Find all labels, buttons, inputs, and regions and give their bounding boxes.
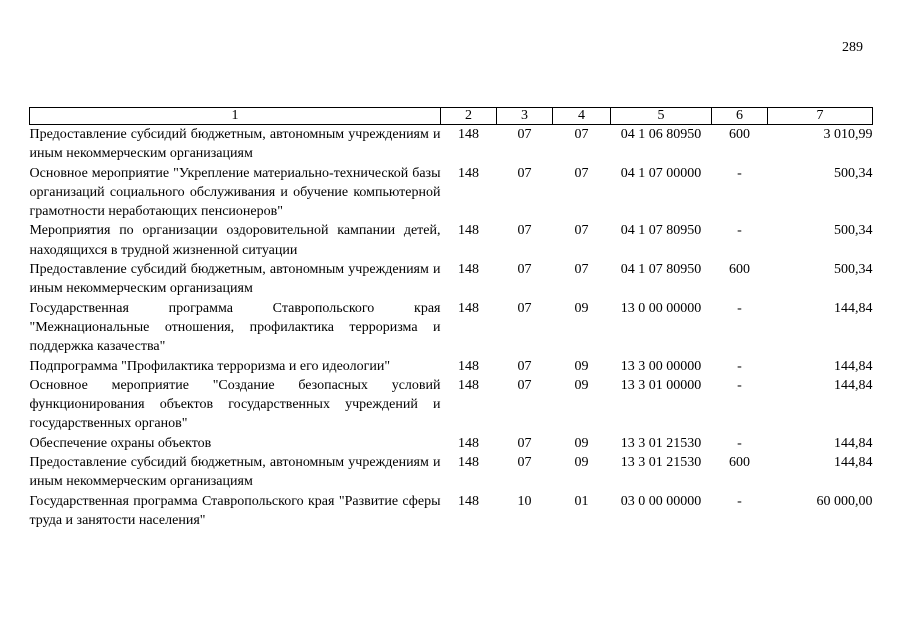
row-expense-type: - (737, 493, 742, 509)
row-expense-type: 600 (729, 455, 750, 471)
row-subsection: 09 (574, 358, 589, 374)
table-row (30, 260, 873, 299)
row-section: 07 (517, 262, 532, 278)
row-subsection: 09 (574, 377, 589, 393)
row-expense-type: - (737, 435, 742, 451)
row-admin-code: 148 (458, 435, 479, 451)
row-target-article: 13 3 00 00000 (620, 358, 702, 374)
row-amount: 144,84 (834, 358, 873, 374)
row-section: 07 (517, 300, 532, 316)
row-expense-type: 600 (729, 262, 750, 278)
row-admin-code: 148 (458, 455, 479, 471)
row-admin-code: 148 (458, 165, 479, 181)
header-col-1: 1 (30, 108, 441, 125)
row-section: 07 (517, 455, 532, 471)
row-target-article: 03 0 00 00000 (620, 493, 702, 509)
row-expense-type: 600 (729, 127, 750, 142)
table-row (30, 434, 873, 453)
row-subsection: 09 (574, 455, 589, 471)
row-target-article: 13 3 01 21530 (620, 455, 702, 471)
row-target-article: 04 1 07 80950 (620, 262, 702, 278)
row-subsection: 07 (574, 165, 589, 181)
row-name: Мероприятия по организации оздоровительной кампании детей, находящихся в трудной жизненной ситуации (29, 223, 441, 258)
row-section: 07 (517, 377, 532, 393)
row-admin-code: 148 (458, 377, 479, 393)
table-row (30, 164, 873, 222)
row-name: Предоставление субсидий бюджетным, автономным учреждениям и иным некоммерческим организациям (29, 262, 441, 297)
row-amount: 144,84 (834, 377, 873, 393)
row-subsection: 07 (574, 127, 589, 142)
row-name: Государственная программа Ставропольского края "Межнациональные отношения, профилактика терроризма и поддержка казачества" (29, 300, 441, 355)
row-section: 10 (517, 493, 532, 509)
row-amount: 3 010,99 (823, 127, 873, 142)
row-target-article: 13 3 01 21530 (620, 435, 702, 451)
table-row (30, 376, 873, 434)
row-section: 07 (517, 358, 532, 374)
row-amount: 500,34 (834, 262, 873, 278)
row-amount: 144,84 (834, 435, 873, 451)
row-name: Основное мероприятие "Укрепление материально-технической базы организаций социального обслуживания и обучение компьютерной грамотности неработающих пенсионеров" (29, 165, 441, 220)
row-target-article: 13 0 00 00000 (620, 300, 702, 316)
header-col-7: 7 (768, 108, 873, 125)
header-col-6: 6 (712, 108, 768, 125)
row-name: Обеспечение охраны объектов (29, 435, 212, 451)
row-admin-code: 148 (458, 493, 479, 509)
row-section: 07 (517, 435, 532, 451)
row-amount: 500,34 (834, 223, 873, 239)
header-col-2: 2 (441, 108, 497, 125)
table-header-row (30, 108, 873, 125)
table-row (30, 221, 873, 260)
table-row (30, 357, 873, 376)
budget-table (29, 107, 873, 530)
header-col-5: 5 (611, 108, 712, 125)
row-expense-type: - (737, 300, 742, 316)
row-amount: 144,84 (834, 300, 873, 316)
row-expense-type: - (737, 377, 742, 393)
header-col-4: 4 (553, 108, 611, 125)
table-row (30, 453, 873, 492)
row-amount: 144,84 (834, 455, 873, 471)
row-admin-code: 148 (458, 223, 479, 239)
row-target-article: 04 1 07 00000 (620, 165, 702, 181)
row-name: Предоставление субсидий бюджетным, автономным учреждениям и иным некоммерческим организациям (29, 127, 441, 162)
row-section: 07 (517, 223, 532, 239)
row-amount: 500,34 (834, 165, 873, 181)
table-row (30, 299, 873, 357)
row-admin-code: 148 (458, 358, 479, 374)
row-subsection: 07 (574, 223, 589, 239)
row-subsection: 01 (574, 493, 589, 509)
table-row (30, 125, 873, 164)
row-expense-type: - (737, 165, 742, 181)
row-admin-code: 148 (458, 262, 479, 278)
row-target-article: 13 3 01 00000 (620, 377, 702, 393)
row-name: Подпрограмма "Профилактика терроризма и его идеологии" (29, 358, 391, 374)
page-number: 289 (842, 40, 863, 55)
row-name: Государственная программа Ставропольского края "Развитие сферы труда и занятости населения" (29, 493, 441, 528)
row-amount: 60 000,00 (816, 493, 873, 509)
row-admin-code: 148 (458, 300, 479, 316)
row-name: Основное мероприятие "Создание безопасных условий функционирования объектов государственных учреждений и государственных органов" (29, 377, 441, 432)
table-row (30, 492, 873, 531)
row-section: 07 (517, 165, 532, 181)
row-section: 07 (517, 127, 532, 142)
row-admin-code: 148 (458, 127, 479, 142)
row-subsection: 07 (574, 262, 589, 278)
row-target-article: 04 1 06 80950 (620, 127, 702, 142)
row-expense-type: - (737, 223, 742, 239)
row-expense-type: - (737, 358, 742, 374)
row-subsection: 09 (574, 300, 589, 316)
row-name: Предоставление субсидий бюджетным, автономным учреждениям и иным некоммерческим организациям (29, 455, 441, 490)
row-subsection: 09 (574, 435, 589, 451)
row-target-article: 04 1 07 80950 (620, 223, 702, 239)
header-col-3: 3 (497, 108, 553, 125)
